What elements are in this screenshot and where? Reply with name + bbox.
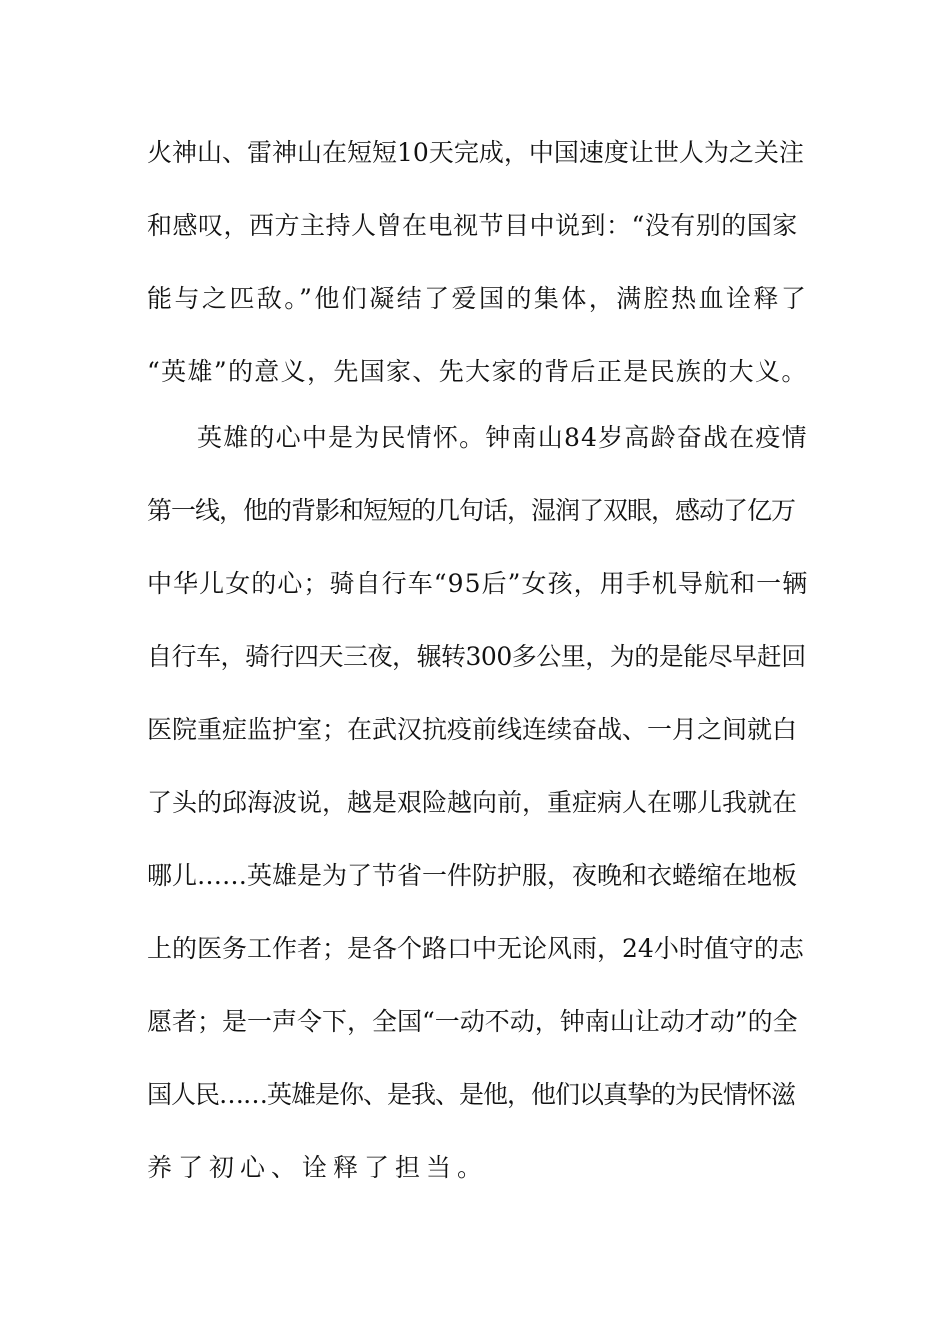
text-line-13: 愿者；是一声令下，全国“一动不动，钟南山让动才动”的全 bbox=[147, 1007, 798, 1036]
text-line-10: 了头的邱海波说，越是艰险越向前，重症病人在哪儿我就在 bbox=[147, 788, 798, 817]
text-line-1: 火神山、雷神山在短短10天完成，中国速度让世人为之关注 bbox=[147, 138, 804, 167]
paragraph-first-line: 英雄的心中是为民情怀。钟南山84岁高龄奋战在疫情 bbox=[197, 423, 808, 452]
text-line-2: 和感叹，西方主持人曾在电视节目中说到：“没有别的国家 bbox=[147, 211, 798, 240]
text-line-3: 能与之匹敌。”他们凝结了爱国的集体，满腔热血诠释了 bbox=[147, 284, 809, 313]
text-line-15: 养了初心、诠释了担当。 bbox=[147, 1153, 489, 1182]
text-line-14: 国人民……英雄是你、是我、是他，他们以真挚的为民情怀滋 bbox=[147, 1080, 796, 1109]
text-line-11: 哪儿……英雄是为了节省一件防护服，夜晚和衣蜷缩在地板 bbox=[147, 861, 798, 890]
text-line-4: “英雄”的意义，先国家、先大家的背后正是民族的大义。 bbox=[147, 357, 808, 386]
text-line-6: 第一线，他的背影和短短的几句话，湿润了双眼，感动了亿万 bbox=[147, 496, 796, 525]
text-line-9: 医院重症监护室；在武汉抗疫前线连续奋战、一月之间就白 bbox=[147, 715, 798, 744]
text-line-7: 中华儿女的心；骑自行车“95后”女孩，用手机导航和一辆 bbox=[147, 569, 809, 598]
text-line-12: 上的医务工作者；是各个路口中无论风雨，24小时值守的志 bbox=[147, 934, 804, 963]
text-line-8: 自行车，骑行四天三夜，辗转300多公里，为的是能尽早赶回 bbox=[147, 642, 806, 671]
